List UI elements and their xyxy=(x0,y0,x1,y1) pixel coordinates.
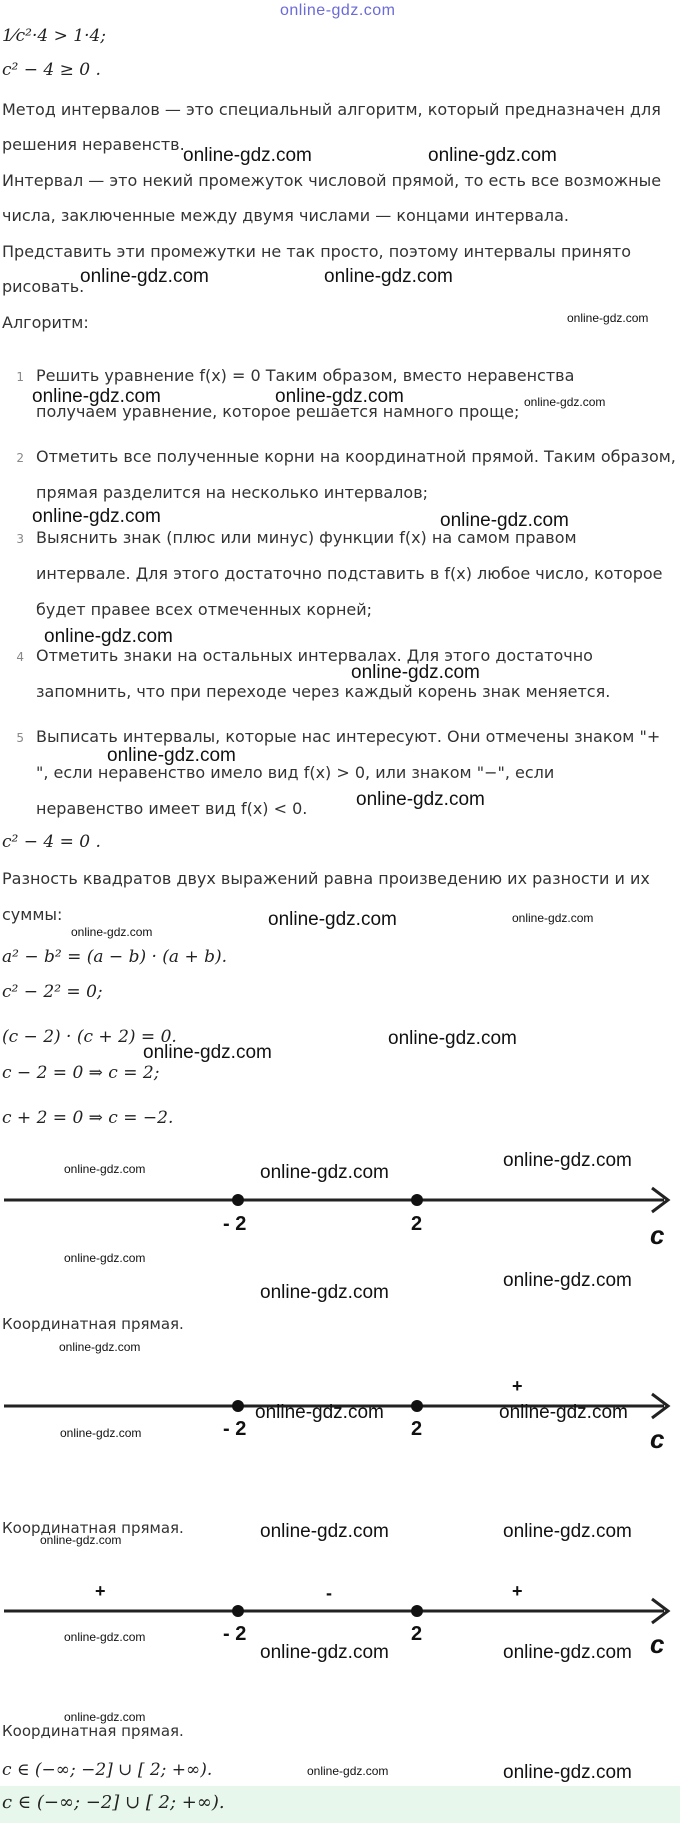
watermark: online-gdz.com xyxy=(143,1042,272,1063)
watermark: online-gdz.com xyxy=(567,311,649,325)
equation-root-minus-2: c + 2 = 0 ⇒ c = −2. xyxy=(2,1108,174,1128)
paragraph-method-2: решения неравенств. xyxy=(2,135,185,154)
math-inequality-1: 1⁄c²·4 > 1·4; xyxy=(2,26,107,46)
watermark: online-gdz.com xyxy=(324,266,453,287)
watermark: online-gdz.com xyxy=(307,1764,389,1778)
watermark: online-gdz.com xyxy=(388,1028,517,1049)
tick-label-2: 2 xyxy=(411,1418,423,1440)
step-3-line-1: Выяснить знак (плюс или минус) функции f(x) на самом правом xyxy=(36,528,577,547)
watermark: online-gdz.com xyxy=(255,1402,384,1423)
step-5-line-1: Выписать интервалы, которые нас интересуют. Они отмечены знаком "+ xyxy=(36,727,661,746)
watermark: online-gdz.com xyxy=(503,1521,632,1542)
tick-label-minus-2: - 2 xyxy=(223,1213,247,1235)
difference-of-squares-text-1: Разность квадратов двух выражений равна произведению их разности и их xyxy=(2,869,650,888)
watermark: online-gdz.com xyxy=(64,1710,146,1724)
step-3-line-3: будет правее всех отмеченных корней; xyxy=(36,600,373,619)
watermark: online-gdz.com xyxy=(428,145,557,166)
watermark: online-gdz.com xyxy=(260,1521,389,1542)
watermark: online-gdz.com xyxy=(275,386,404,407)
axis-var-label: c xyxy=(650,1220,665,1250)
step-2-line-2: прямая разделится на несколько интервалов; xyxy=(36,483,429,502)
watermark: online-gdz.com xyxy=(107,745,236,766)
watermark: online-gdz.com xyxy=(80,266,209,287)
equation-factored: (c − 2) · (c + 2) = 0. xyxy=(2,1027,177,1047)
watermark: online-gdz.com xyxy=(503,1270,632,1291)
number-line-caption-3: Координатная прямая. xyxy=(2,1722,184,1740)
watermark: online-gdz.com xyxy=(40,1533,122,1547)
answer-line-1: c ∈ (−∞; −2] ∪ [ 2; +∞). xyxy=(2,1760,213,1780)
watermark: online-gdz.com xyxy=(260,1282,389,1303)
paragraph-draw-2: рисовать. xyxy=(2,277,85,296)
watermark: online-gdz.com xyxy=(60,1426,142,1440)
equation-c2-minus-4: c² − 4 = 0 . xyxy=(2,832,101,852)
tick-label-2: 2 xyxy=(411,1213,423,1235)
step-2-line-1: Отметить все полученные корни на координатной прямой. Таким образом, xyxy=(36,447,676,466)
watermark: online-gdz.com xyxy=(64,1162,146,1176)
watermark: online-gdz.com xyxy=(183,145,312,166)
math-inequality-2: c² − 4 ≥ 0 . xyxy=(2,60,101,80)
axis-var-label: c xyxy=(650,1424,665,1450)
tick-label-minus-2: - 2 xyxy=(223,1418,247,1440)
step-3-line-2: интервале. Для этого достаточно подставить в f(x) любое число, которое xyxy=(36,564,663,583)
axis-var-label: c xyxy=(650,1629,665,1655)
number-line-caption-1: Координатная прямая. xyxy=(2,1315,184,1333)
watermark: online-gdz.com xyxy=(32,386,161,407)
site-watermark-top: online-gdz.com xyxy=(280,2,396,19)
number-line-1 xyxy=(0,1178,680,1258)
tick-label-2: 2 xyxy=(411,1623,423,1645)
step-number: 3 xyxy=(16,532,24,546)
step-5-line-3: неравенство имеет вид f(x) < 0. xyxy=(36,799,308,818)
watermark: online-gdz.com xyxy=(260,1642,389,1663)
watermark: online-gdz.com xyxy=(503,1642,632,1663)
algorithm-heading: Алгоритм: xyxy=(2,313,89,332)
watermark: online-gdz.com xyxy=(268,909,397,930)
sign-right-interval: + xyxy=(512,1376,523,1396)
watermark: online-gdz.com xyxy=(499,1402,628,1423)
watermark: online-gdz.com xyxy=(351,662,480,683)
watermark: online-gdz.com xyxy=(59,1340,141,1354)
number-line-caption-2: Координатная прямая. xyxy=(2,1519,184,1537)
sign-right-interval: + xyxy=(512,1581,523,1601)
step-number: 2 xyxy=(16,451,24,465)
answer-line-2: c ∈ (−∞; −2] ∪ [ 2; +∞). xyxy=(2,1792,225,1813)
step-number: 1 xyxy=(16,370,24,384)
paragraph-interval-1: Интервал — это некий промежуток числовой прямой, то есть все возможные xyxy=(2,171,662,190)
formula-difference-of-squares: a² − b² = (a − b) · (a + b). xyxy=(2,947,228,967)
watermark: online-gdz.com xyxy=(32,506,161,527)
sign-middle-interval: - xyxy=(326,1583,332,1603)
equation-c2-minus-2-squared: c² − 2² = 0; xyxy=(2,982,103,1002)
watermark: online-gdz.com xyxy=(44,626,173,647)
paragraph-method-1: Метод интервалов — это специальный алгоритм, который предназначен для xyxy=(2,100,661,119)
difference-of-squares-text-2: суммы: xyxy=(2,905,63,924)
watermark: online-gdz.com xyxy=(260,1162,389,1183)
step-4-line-1: Отметить знаки на остальных интервалах. Для этого достаточно xyxy=(36,646,593,665)
step-1-line-1: Решить уравнение f(x) = 0 Таким образом, вместо неравенства xyxy=(36,366,575,385)
tick-label-minus-2: - 2 xyxy=(223,1623,247,1645)
watermark: online-gdz.com xyxy=(64,1630,146,1644)
equation-root-2: c − 2 = 0 ⇒ c = 2; xyxy=(2,1063,160,1083)
paragraph-draw-1: Представить эти промежутки не так просто, поэтому интервалы принято xyxy=(2,242,632,261)
sign-left-interval: + xyxy=(95,1581,106,1601)
watermark: online-gdz.com xyxy=(440,510,569,531)
watermark: online-gdz.com xyxy=(356,789,485,810)
step-5-line-2: ", если неравенство имело вид f(x) > 0, или знаком "−", если xyxy=(36,763,555,782)
watermark: online-gdz.com xyxy=(512,911,594,925)
paragraph-interval-2: числа, заключенные между двумя числами — концами интервала. xyxy=(2,206,570,225)
step-1-line-2: получаем уравнение, которое решается намного проще; xyxy=(36,402,520,421)
step-number: 4 xyxy=(16,650,24,664)
watermark: online-gdz.com xyxy=(503,1762,632,1783)
watermark: online-gdz.com xyxy=(71,925,153,939)
step-4-line-2: запомнить, что при переходе через каждый корень знак меняется. xyxy=(36,682,611,701)
watermark: online-gdz.com xyxy=(524,395,606,409)
watermark: online-gdz.com xyxy=(64,1251,146,1265)
step-number: 5 xyxy=(16,731,24,745)
watermark: online-gdz.com xyxy=(503,1150,632,1171)
